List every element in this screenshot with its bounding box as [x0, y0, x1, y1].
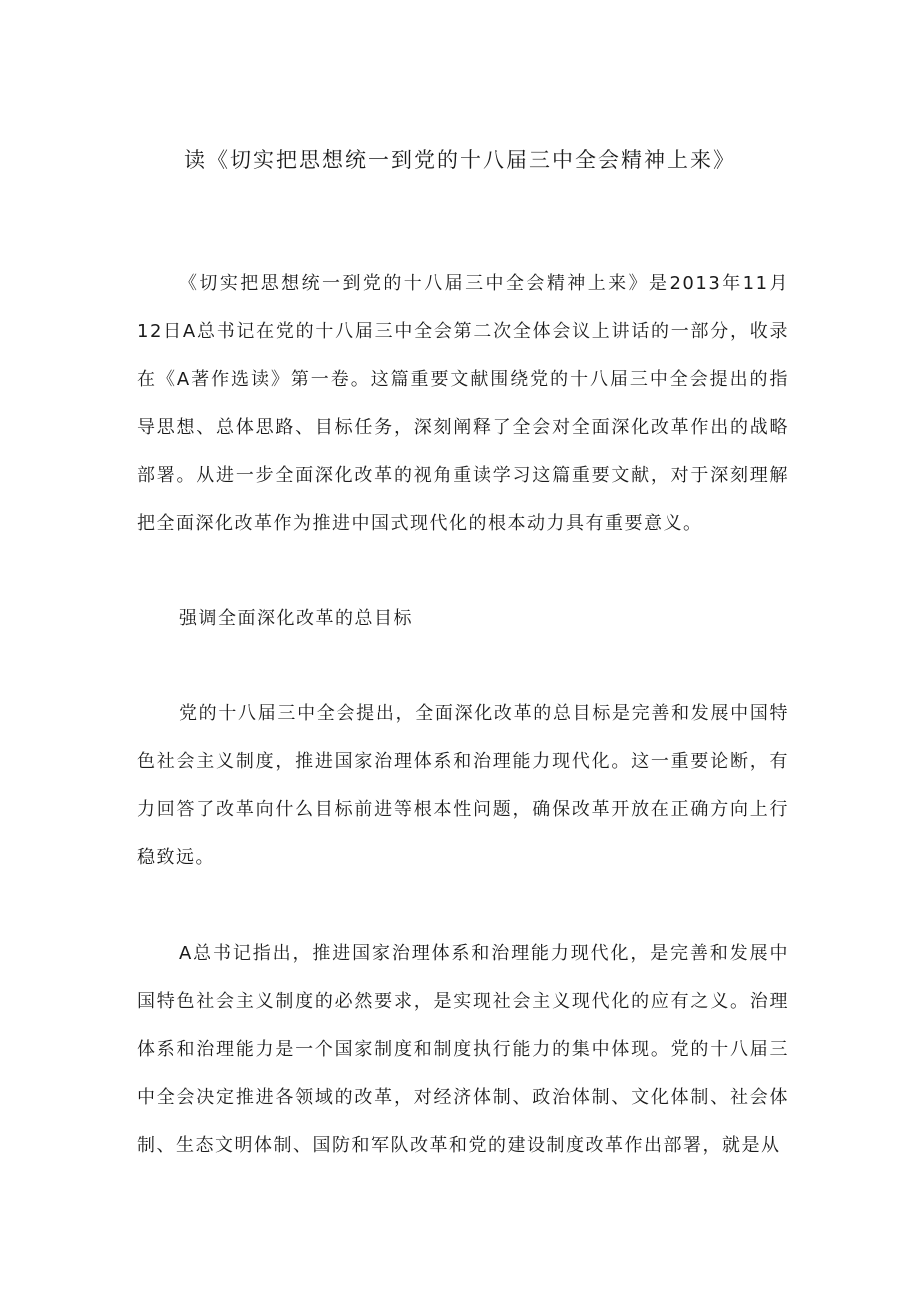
- document-title: 读《切实把思想统一到党的十八届三中全会精神上来》: [184, 148, 736, 172]
- paragraph-governance: A总书记指出，推进国家治理体系和治理能力现代化，是完善和发展中国特色社会主义制度的必然要求，是实现社会主义现代化的应有之义。治理体系和治理能力是一个国家制度和制度执行能力的集中体现。党的十八届三中全会决定推进各领域的改革，对经济体制、政治体制、文化体制、社会体制、生态文明体制、国防和军队改革和党的建设制度改革作出部署，就是从: [137, 943, 789, 1156]
- paragraph-intro: 《切实把思想统一到党的十八届三中全会精神上来》是2013年11月12日A总书记在党的十八届三中全会第二次全体会议上讲话的一部分，收录在《A著作选读》第一卷。这篇重要文献围绕党的十八届三中全会提出的指导思想、总体思路、目标任务，深刻阐释了全会对全面深化改革作出的战略部署。从进一步全面深化改革的视角重读学习这篇重要文献，对于深刻理解把全面深化改革作为推进中国式现代化的根本动力具有重要意义。: [137, 273, 789, 534]
- paragraph-goal: 党的十八届三中全会提出，全面深化改革的总目标是完善和发展中国特色社会主义制度，推进国家治理体系和治理能力现代化。这一重要论断，有力回答了改革向什么目标前进等根本性问题，确保改革开放在正确方向上行稳致远。: [137, 703, 789, 868]
- section-heading: 强调全面深化改革的总目标: [179, 608, 413, 629]
